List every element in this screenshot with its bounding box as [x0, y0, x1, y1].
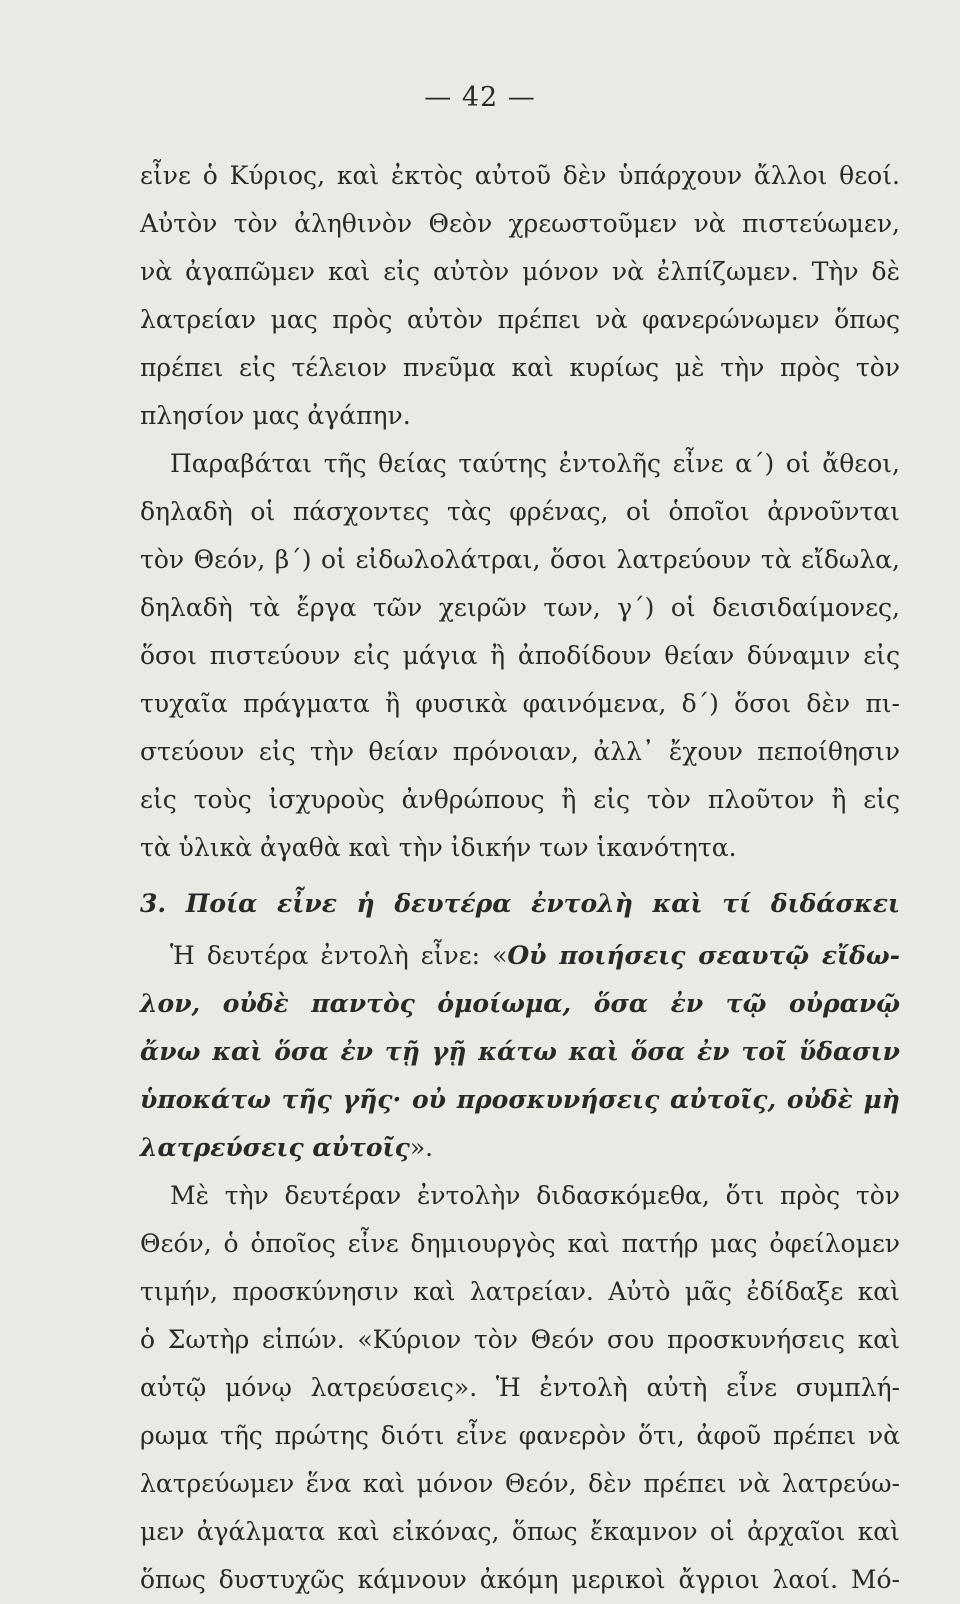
text-line: πρέπει εἰς τέλειον πνεῦμα καὶ κυρίως μὲ τὴν πρὸς τὸν — [140, 353, 900, 382]
text-line: ὁ Σωτὴρ εἰπών. «Κύριον τὸν Θεόν σου προσκυνήσεις καὶ — [140, 1325, 900, 1354]
text-line: στεύουν εἰς τὴν θείαν πρόνοιαν, ἀλλ᾽ ἔχουν πεποίθησιν — [140, 737, 900, 766]
scripture-quote: Οὐ ποιήσεις σεαυτῷ εἴδω- — [507, 941, 901, 970]
paragraph-explanation — [140, 1172, 900, 1604]
text-line: Παραβάται τῆς θείας ταύτης ἐντολῆς εἶνε α΄) οἱ ἄθεοι, — [170, 449, 900, 478]
scripture-quote-line: ὑποκάτω τῆς γῆς· οὐ προσκυνήσεις αὐτοῖς, οὐδὲ μὴ — [140, 1085, 900, 1114]
text-line: δηλαδὴ τὰ ἔργα τῶν χειρῶν των, γ΄) οἱ δεισιδαίμονες, — [140, 593, 900, 622]
text-line: ρωμα τῆς πρώτης διότι εἶνε φανερὸν ὅτι, ἀφοῦ πρέπει νὰ — [140, 1421, 900, 1450]
section-heading — [140, 876, 900, 932]
paragraph-second-commandment — [140, 932, 900, 1172]
text-line — [140, 932, 900, 980]
text-line: τὰ ὑλικὰ ἀγαθὰ καὶ τὴν ἰδικήν των ἱκανότητα. — [140, 833, 737, 862]
paragraph-transgressors — [140, 440, 900, 872]
text-line: εἰς τοὺς ἰσχυροὺς ἀνθρώπους ἢ εἰς τὸν πλοῦτον ἢ εἰς — [140, 785, 900, 814]
text-line: αὐτῷ μόνῳ λατρεύσεις». Ἡ ἐντολὴ αὐτὴ εἶνε συμπλή- — [140, 1373, 900, 1402]
text-line: τιμήν, προσκύνησιν καὶ λατρείαν. Αὐτὸ μᾶς ἐδίδαξε καὶ — [140, 1277, 900, 1306]
text-line: νὰ ἀγαπῶμεν καὶ εἰς αὐτὸν μόνον νὰ ἐλπίζωμεν. Τὴν δὲ — [140, 257, 900, 286]
text-line — [140, 1124, 900, 1172]
closing-quote: ». — [409, 1133, 434, 1162]
text-line: Μὲ τὴν δευτέραν ἐντολὴν διδασκόμεθα, ὅτι πρὸς τὸν — [170, 1181, 900, 1210]
text-line: λατρεύωμεν ἕνα καὶ μόνον Θεόν, δὲν πρέπει νὰ λατρεύω- — [140, 1469, 900, 1498]
text-line: πλησίον μας ἀγάπην. — [140, 401, 411, 430]
text-line: Αὐτὸν τὸν ἀληθινὸν Θεὸν χρεωστοῦμεν νὰ πιστεύωμεν, — [140, 209, 900, 238]
scripture-quote: λατρεύσεις αὐτοῖς — [140, 1133, 410, 1162]
page-body — [140, 152, 900, 1604]
scripture-quote-line: ἄνω καὶ ὅσα ἐν τῇ γῇ κάτω καὶ ὅσα ἐν τοῖ ὕδασιν — [140, 1037, 900, 1066]
text-line: λατρείαν μας πρὸς αὐτὸν πρέπει νὰ φανερώνωμεν ὅπως — [140, 305, 900, 334]
text-line: εἶνε ὁ Κύριος, καὶ ἐκτὸς αὐτοῦ δὲν ὑπάρχουν ἄλλοι θεοί. — [140, 161, 900, 190]
paragraph-first-commandment-end — [140, 152, 900, 440]
intro-text: Ἡ δευτέρα ἐντολὴ εἶνε: « — [170, 941, 508, 970]
scripture-quote-line: λον, οὐδὲ παντὸς ὁμοίωμα, ὅσα ἐν τῷ οὐρανῷ — [140, 989, 900, 1018]
text-line: δηλαδὴ οἱ πάσχοντες τὰς φρένας, οἱ ὁποῖοι ἀρνοῦνται — [140, 497, 900, 526]
text-line: τυχαῖα πράγματα ἢ φυσικὰ φαινόμενα, δ΄) ὅσοι δὲν πι- — [140, 689, 900, 718]
text-line: τὸν Θεόν, β΄) οἱ εἰδωλολάτραι, ὅσοι λατρεύουν τὰ εἴδωλα, — [140, 545, 900, 574]
text-line: ὅπως δυστυχῶς κάμνουν ἀκόμη μερικοὶ ἄγριοι λαοί. Μό- — [140, 1565, 900, 1594]
section-number: 3. — [140, 889, 167, 918]
text-line: ὅσοι πιστεύουν εἰς μάγια ἢ ἀποδίδουν θείαν δύναμιν εἰς — [140, 641, 900, 670]
page-number: — 42 — — [424, 82, 536, 113]
section-title: Ποία εἶνε ἡ δευτέρα ἐντολὴ καὶ τί διδάσκει — [185, 889, 900, 918]
text-line: μεν ἀγάλματα καὶ εἰκόνας, ὅπως ἔκαμνον οἱ ἀρχαῖοι καὶ — [140, 1517, 900, 1546]
text-line: Θεόν, ὁ ὁποῖος εἶνε δημιουργὸς καὶ πατήρ μας ὀφείλομεν — [140, 1229, 900, 1258]
